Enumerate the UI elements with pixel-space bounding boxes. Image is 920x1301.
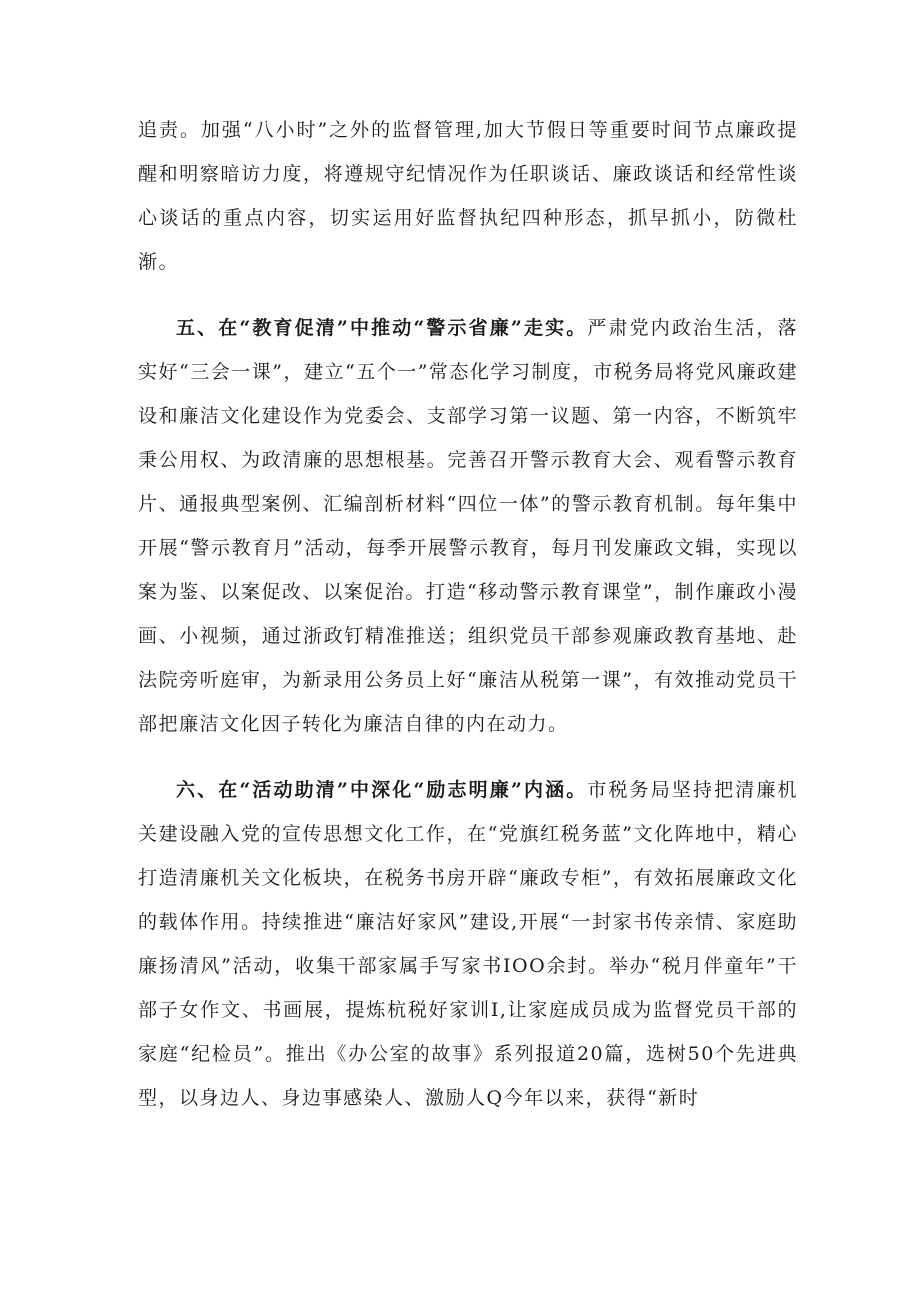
paragraph-section-five — [138, 306, 798, 746]
paragraph-text: 追责。加强“八小时”之外的监督管理,加大节假日等重要时间节点廉政提醒和明察暗访力度，将遵规守纪情况作为任职谈话、廉政谈话和经常性谈心谈话的重点内容，切实运用好监督执纪四种形态，抓早抓小，防微杜渐。 — [138, 119, 798, 273]
section-heading-six: 六、在“活动助清”中深化“励志明廉”内涵。 — [176, 779, 588, 801]
paragraph-text: 市税务局坚持把清廉机关建设融入党的宣传思想文化工作，在“党旗红税务蓝”文化阵地中，精心打造清廉机关文化板块，在税务书房开辟“廉政专柜”，有效拓展廉政文化的载体作用。持续推进“廉洁好家风”建设,开展“一封家书传亲情、家庭助廉扬清风”活动，收集干部家属手写家书IOO余封。举办“税月伴童年”干部子女作文、书画展，提炼杭税好家训I,让家庭成员成为监督党员干部的家庭“纪检员”。推出《办公室的故事》系列报道20篇，选树50个先进典型，以身边人、身边事感染人、激励人Q今年以来，获得“新时 — [138, 779, 798, 1109]
paragraph-text: 严肃党内政治生活，落实好“三会一课”，建立“五个一”常态化学习制度，市税务局将党风廉政建设和廉洁文化建设作为党委会、支部学习第一议题、第一内容，不断筑牢秉公用权、为政清廉的思想根基。完善召开警示教育大会、观看警示教育片、通报典型案例、汇编剖析材料“四位一体”的警示教育机制。每年集中开展“警示教育月”活动，每季开展警示教育，每月刊发廉政文辑，实现以案为鉴、以案促改、以案促治。打造“移动警示教育课堂”，制作廉政小漫画、小视频，通过浙政钉精准推送；组织党员干部参观廉政教育基地、赴法院旁听庭审，为新录用公务员上好“廉洁从税第一课”，有效推动党员干部把廉洁文化因子转化为廉洁自律的内在动力。 — [138, 317, 798, 735]
document-body — [138, 108, 798, 1120]
section-heading-five: 五、在“教育促清”中推动“警示省廉”走实。 — [176, 317, 588, 339]
paragraph-continuation — [138, 108, 798, 284]
paragraph-section-six — [138, 768, 798, 1120]
